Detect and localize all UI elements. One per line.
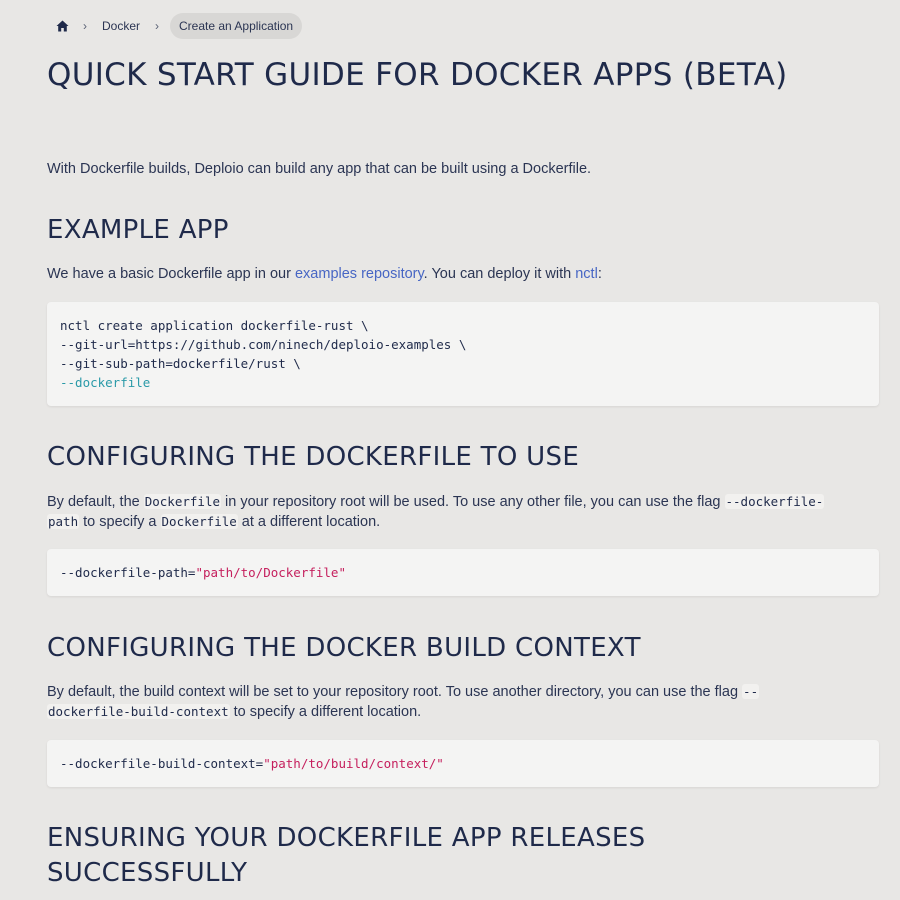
breadcrumb [52,12,302,40]
build-context-text: to specify a different location. [229,704,422,720]
example-description [47,264,879,284]
dockerfile-text: to specify a [79,514,161,530]
dockerfile-text: By default, the [47,494,144,510]
build-context-description [47,682,879,722]
examples-repository-link[interactable]: examples repository [294,266,424,282]
breadcrumb-separator: › [83,19,87,33]
code-line: nctl create application dockerfile-rust \ [60,318,369,333]
dockerfile-text: at a different location. [237,514,381,530]
code-line: --git-url=https://github.com/ninech/deploio-examples \ [60,337,467,352]
code-flag: --dockerfile-path= [60,565,196,580]
breadcrumb-home[interactable] [52,12,72,40]
inline-code-build-context: dockerfile-build-context [48,704,229,719]
inline-code-dockerfile: Dockerfile [161,514,237,529]
example-text-mid: . You can deploy it with [423,266,576,282]
code-line [60,563,866,582]
section-heading-build-context: CONFIGURING THE DOCKER BUILD CONTEXT [47,633,641,663]
section-heading-release: ENSURING YOUR DOCKERFILE APP RELEASES SUCCESSFULLY [47,823,646,888]
nctl-link[interactable]: nctl [575,266,598,282]
breadcrumb-item-current: Create an Application [170,13,302,39]
example-text-after: : [597,266,602,282]
section-heading-dockerfile: CONFIGURING THE DOCKERFILE TO USE [47,442,580,472]
example-text-before: We have a basic Dockerfile app in our [47,266,295,282]
inline-code-dockerfile-path: path [48,514,79,529]
page-title: QUICK START GUIDE FOR DOCKER APPS (BETA) [47,57,788,93]
code-line: --git-sub-path=dockerfile/rust \ [60,356,301,371]
dockerfile-description [47,492,879,532]
section-heading-example-app: EXAMPLE APP [47,215,229,245]
dockerfile-path-code-block[interactable] [47,549,879,596]
breadcrumb-item-docker[interactable]: Docker [102,19,141,33]
inline-code-dockerfile: Dockerfile [144,494,220,509]
example-code-block[interactable] [47,302,879,406]
inline-code-build-context: -- [743,684,759,699]
code-flag: --dockerfile-build-context= [60,756,264,771]
inline-code-dockerfile-path: --dockerfile- [725,494,824,509]
code-line [60,754,866,773]
dockerfile-text: in your repository root will be used. To use any other file, you can use the flag [221,494,725,510]
build-context-text: By default, the build context will be set to your repository root. To use another directory, you can use the flag [47,684,743,700]
home-icon [56,20,69,32]
code-string: "path/to/Dockerfile" [195,565,346,580]
intro-text: With Dockerfile builds, Deploio can build any app that can be built using a Dockerfile. [47,161,592,177]
code-line: --dockerfile [60,375,151,390]
code-string: "path/to/build/context/" [263,756,444,771]
build-context-code-block[interactable] [47,740,879,787]
breadcrumb-separator: › [155,19,160,33]
